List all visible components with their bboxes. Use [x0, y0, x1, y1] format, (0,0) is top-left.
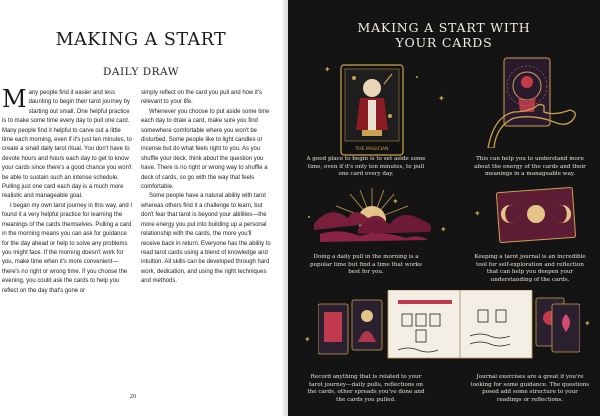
left-page	[0, 0, 282, 416]
page-title: MAKING A START	[55, 30, 227, 50]
page-number: 20	[129, 393, 137, 400]
hand-holding-card-illustration	[484, 56, 584, 148]
body-paragraph: Some people have a natural ability with tarot whereas others find it a challenge to learn, but don't fear that tarot is beyond your abilities—the more energy you put into building up a personal relationship with the cards, the more you'll receive back in return. Everyone has the ability to read tarot cards using a blend of knowledge and intuition. All skills can be developed through hard work, dedication, and using the right techniques and methods.	[141, 193, 271, 285]
right-page	[288, 0, 600, 416]
sparkle-icon: ✦	[584, 319, 591, 328]
body-paragraph: simply reflect on the card you pull and how it's relevant to your life.	[141, 90, 262, 106]
body-text	[2, 85, 272, 296]
caption-6: Journal exercises are a great if you're looking for some guidance. The questions posed add some structure to your readings or reflections.	[470, 374, 590, 403]
text-column-1	[2, 85, 133, 296]
sparkle-icon: ✦	[304, 335, 311, 344]
magician-card-illustration	[340, 64, 404, 156]
text-column-2	[141, 89, 271, 296]
sparkle-icon: ✦	[440, 225, 447, 234]
caption-1: A good place to begin is to set aside some time, even if it's only ten minutes, to pull one card every day.	[306, 156, 426, 178]
section-subtitle: DAILY DRAW	[103, 66, 179, 78]
caption-4: Keeping a tarot journal is an incredible tool for self-exploration and reflection that can help you deepen your understanding of the cards.	[474, 254, 586, 283]
body-paragraph: I began my own tarot journey in this way, and I found it a very helpful practice for learning the meanings of the cards themselves. Pulling a card in the morning means you can ask for guidance for the day ahead or help to solve any problems you might face. If the morning doesn't work for you, make time when it's more convenient—there's no right or wrong time. If you choose the evening, you could ask the cards to help you reflect on the day that's gone or	[2, 202, 133, 294]
title-line-2: YOUR CARDS	[395, 35, 493, 50]
body-paragraph: Many people find it easier and less daunting to begin their tarot journey by starting out small. One helpful practice is to make some time every day to pull one card. Many people find it helpful to carve out a little time each morning, even if it's just ten minutes, to create a small daily tarot ritual. You don't have to devote hours and hours each day to get to know your cards since there's a good chance you won't be able to sustain such an intense schedule. Pulling just one card each day is a much more realistic and manageable goal.	[2, 85, 132, 200]
cards-and-journal-illustration	[318, 290, 580, 368]
sparkle-icon: ✦	[392, 197, 399, 206]
sparkle-icon: ✦	[438, 94, 445, 103]
infographic-title	[288, 20, 600, 50]
title-line-1: MAKING A START WITH	[357, 20, 531, 35]
caption-5: Record anything that is related to your tarot journey—daily pulls, reflections on the cards, other spreads you've done and the cards you pulled.	[307, 374, 425, 403]
sparkle-icon: ✦	[324, 65, 331, 74]
caption-3: Doing a daily pull in the morning is a popular time but find a time that works best for you.	[310, 254, 422, 276]
moon-phases-card-illustration	[494, 184, 578, 244]
drop-cap: M	[2, 85, 27, 113]
caption-2: This can help you to understand more about the energy of the cards and their meanings in a manageable way.	[474, 156, 586, 178]
dot-decoration	[416, 76, 418, 78]
sunrise-clouds-illustration	[310, 184, 434, 248]
sparkle-icon: ✦	[474, 209, 481, 218]
body-paragraph: Whenever you choose to put aside some time each day to draw a card, make sure you find somewhere comfortable where you won't be disturbed. Some people like to light candles or incense but do what feels right to you. As you shuffle your deck, think about the question you have. There is no right or wrong way to shuffle a deck of cards, so go with the way that feels comfortable.	[141, 108, 270, 191]
card-label: THE MAGICIAN	[355, 147, 389, 152]
